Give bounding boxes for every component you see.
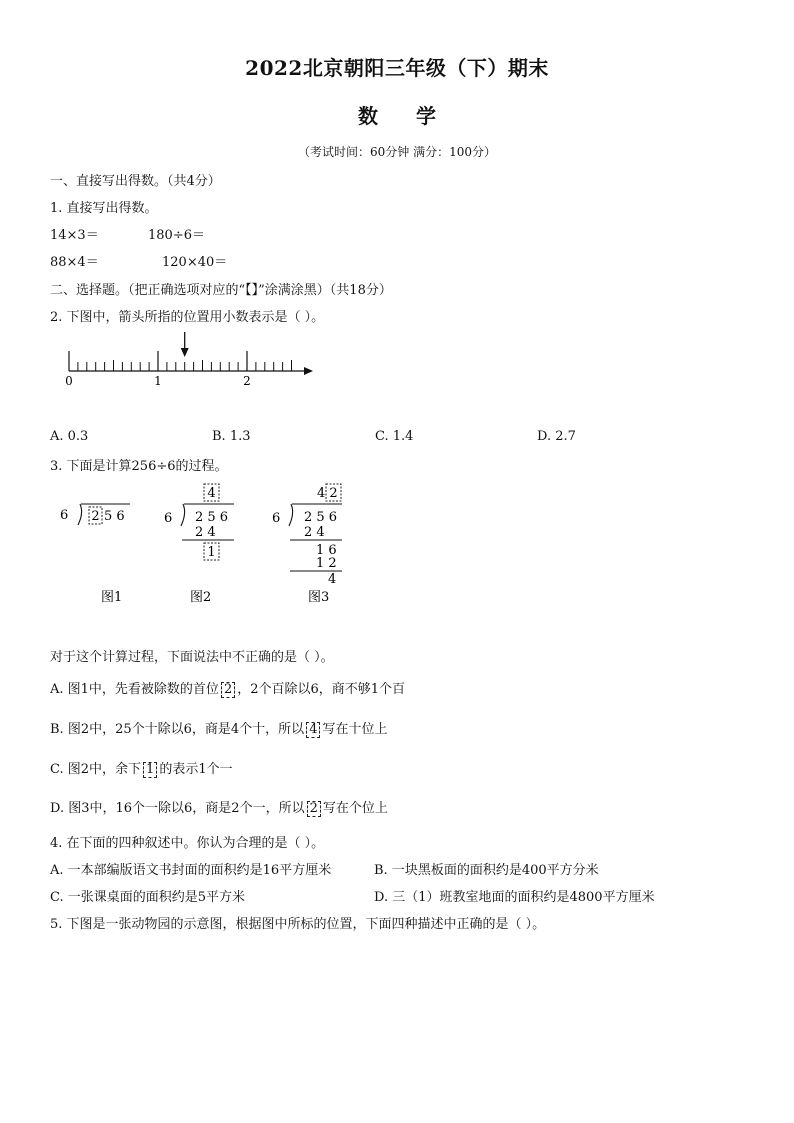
- fig3-remainder: 4: [328, 572, 337, 587]
- q1-item: 180÷6＝: [148, 228, 205, 243]
- q4-option-b: B. 一块黑板面的面积约是400平方分米: [374, 863, 599, 878]
- option-text: C. 图2中，余下: [50, 762, 142, 777]
- q4-option-d: D. 三（1）班教室地面的面积约是4800平方厘米: [374, 890, 655, 905]
- number-line-ticks: [69, 351, 292, 371]
- option-text: ，2个百除以6，商不够1个百: [237, 682, 406, 697]
- division-figure-2: [164, 484, 234, 605]
- q5-stem: 5. 下图是一张动物园的示意图，根据图中所标的位置，下面四种描述中正确的是（ ）。: [50, 917, 546, 932]
- fig3-caption: 图3: [308, 590, 330, 605]
- division-figure-1: [60, 504, 130, 605]
- fig3-subtrahend-2: 1 2: [316, 556, 337, 571]
- q2-option-b: B. 1.3: [212, 429, 251, 444]
- fig1-caption: 图1: [101, 590, 123, 605]
- section1-heading: 一、直接写出得数。（共4分）: [50, 174, 221, 189]
- q2-option-a: A. 0.3: [50, 429, 89, 444]
- fig1-boxed-digit: 2: [91, 509, 100, 524]
- option-text: A. 图1中，先看被除数的首位: [50, 682, 219, 697]
- number-line-pointer-arrow: [181, 332, 189, 357]
- q3-stem: 3. 下面是计算256÷6的过程。: [50, 459, 228, 474]
- fig3-dividend: 2 5 6: [304, 510, 338, 525]
- q4-option-a: A. 一本部编版语文书封面的面积约是16平方厘米: [50, 863, 332, 878]
- q3-question: 对于这个计算过程，下面说法中不正确的是（ ）。: [50, 650, 334, 665]
- subject-title: 数学: [358, 104, 474, 128]
- page-title: 2022北京朝阳三年级（下）期末: [245, 56, 549, 80]
- q1-stem: 1. 直接写出得数。: [50, 201, 158, 216]
- q3-option-b: [50, 718, 387, 738]
- fig2-dividend: 2 5 6: [195, 510, 229, 525]
- q1-item: 88×4＝: [50, 255, 99, 270]
- fig2-quotient-box: 4: [207, 486, 216, 501]
- number-line-label: 2: [243, 374, 251, 388]
- option-text: 写在十位上: [322, 722, 388, 737]
- fig3-quotient: 4: [317, 486, 326, 501]
- fig2-subtrahend: 2 4: [195, 525, 216, 540]
- q1-item: 120×40＝: [162, 255, 228, 270]
- number-line-label: 0: [65, 374, 73, 388]
- number-line-label: 1: [154, 374, 162, 388]
- fig1-rest-digits: 5 6: [104, 509, 125, 524]
- q4-option-c: C. 一张课桌面的面积约是5平方米: [50, 890, 246, 905]
- fig2-caption: 图2: [190, 590, 212, 605]
- q4-stem: 4. 在下面的四种叙述中。你认为合理的是（ ）。: [50, 836, 325, 851]
- q3-option-a: [50, 678, 405, 698]
- boxed-digit: 2: [221, 682, 235, 698]
- q3-option-c: [50, 758, 233, 778]
- boxed-digit: 4: [306, 722, 320, 738]
- section2-heading: 二、选择题。（把正确选项对应的“【】”涂满涂黑）（共18分）: [50, 283, 392, 298]
- fig3-divisor: 6: [272, 511, 281, 526]
- exam-meta: （考试时间：60分钟 满分：100分）: [298, 145, 496, 159]
- option-text: B. 图2中，25个十除以6，商是4个十，所以: [50, 722, 305, 737]
- q3-option-d: [50, 797, 388, 817]
- option-text: 写在个位上: [322, 801, 388, 816]
- q2-stem: 2. 下图中，箭头所指的位置用小数表示是（ ）。: [50, 310, 325, 325]
- fig1-divisor: 6: [60, 508, 69, 523]
- q2-option-c: C. 1.4: [375, 429, 414, 444]
- boxed-digit: 2: [307, 801, 321, 817]
- q2-option-d: D. 2.7: [537, 429, 576, 444]
- long-division-figures: [50, 480, 370, 608]
- fig2-remainder-box: 1: [207, 545, 216, 560]
- fig3-subtrahend-1: 2 4: [304, 525, 325, 540]
- number-line-arrowhead: [304, 367, 313, 375]
- fig2-divisor: 6: [164, 511, 173, 526]
- fig3-partial: 1 6: [316, 543, 337, 558]
- option-text: D. 图3中，16个一除以6，商是2个一，所以: [50, 801, 305, 816]
- option-text: 的表示1个一: [159, 762, 233, 777]
- fig3-quotient-box: 2: [329, 486, 338, 501]
- number-line-figure: [55, 330, 325, 392]
- division-figure-3: [272, 484, 342, 605]
- q1-item: 14×3＝: [50, 228, 99, 243]
- pointer-head: [181, 348, 189, 357]
- boxed-digit: 1: [143, 762, 157, 778]
